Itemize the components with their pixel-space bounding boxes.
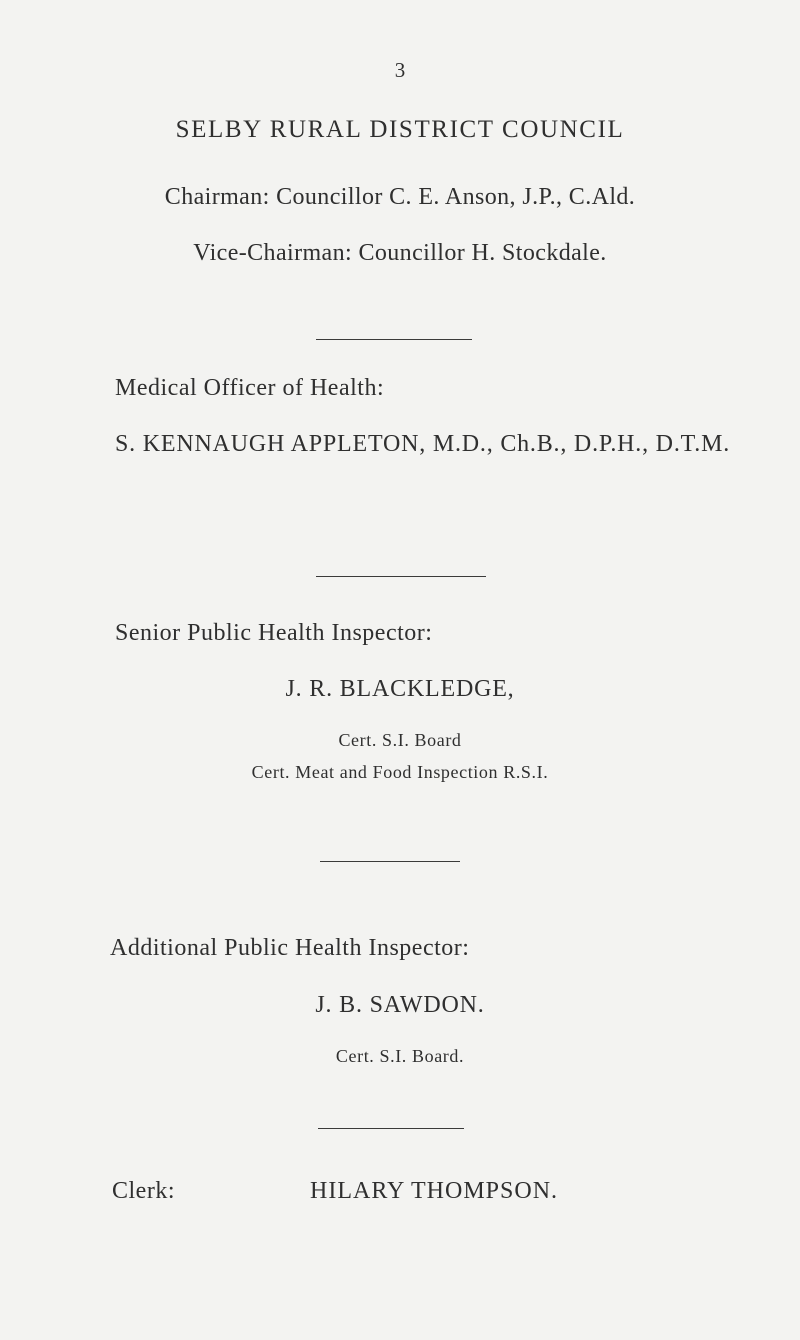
chairman-line: Chairman: Councillor C. E. Anson, J.P., C.Ald. [164, 184, 636, 210]
divider-rule [320, 861, 460, 862]
divider-rule [316, 339, 472, 340]
clerk-label: Clerk: [112, 1178, 175, 1204]
additional-inspector-label: Additional Public Health Inspector: [110, 935, 470, 961]
council-title: SELBY RURAL DISTRICT COUNCIL [175, 116, 625, 143]
clerk-name: HILARY THOMPSON. [310, 1178, 559, 1204]
divider-rule [318, 1128, 464, 1129]
divider-rule [316, 576, 486, 577]
additional-inspector-name: J. B. SAWDON. [315, 992, 485, 1018]
senior-inspector-label: Senior Public Health Inspector: [115, 620, 433, 646]
medical-officer-label: Medical Officer of Health: [115, 375, 385, 401]
medical-officer-name: S. KENNAUGH APPLETON, M.D., Ch.B., D.P.H., D.T.M. [115, 431, 731, 457]
senior-inspector-qualification: Cert. Meat and Food Inspection R.S.I. [251, 762, 549, 782]
senior-inspector-qualification: Cert. S.I. Board [338, 730, 462, 750]
additional-inspector-qualification: Cert. S.I. Board. [335, 1046, 465, 1066]
vice-chairman-line: Vice-Chairman: Councillor H. Stockdale. [193, 240, 607, 266]
senior-inspector-name: J. R. BLACKLEDGE, [285, 676, 515, 702]
page-number: 3 [394, 58, 406, 82]
